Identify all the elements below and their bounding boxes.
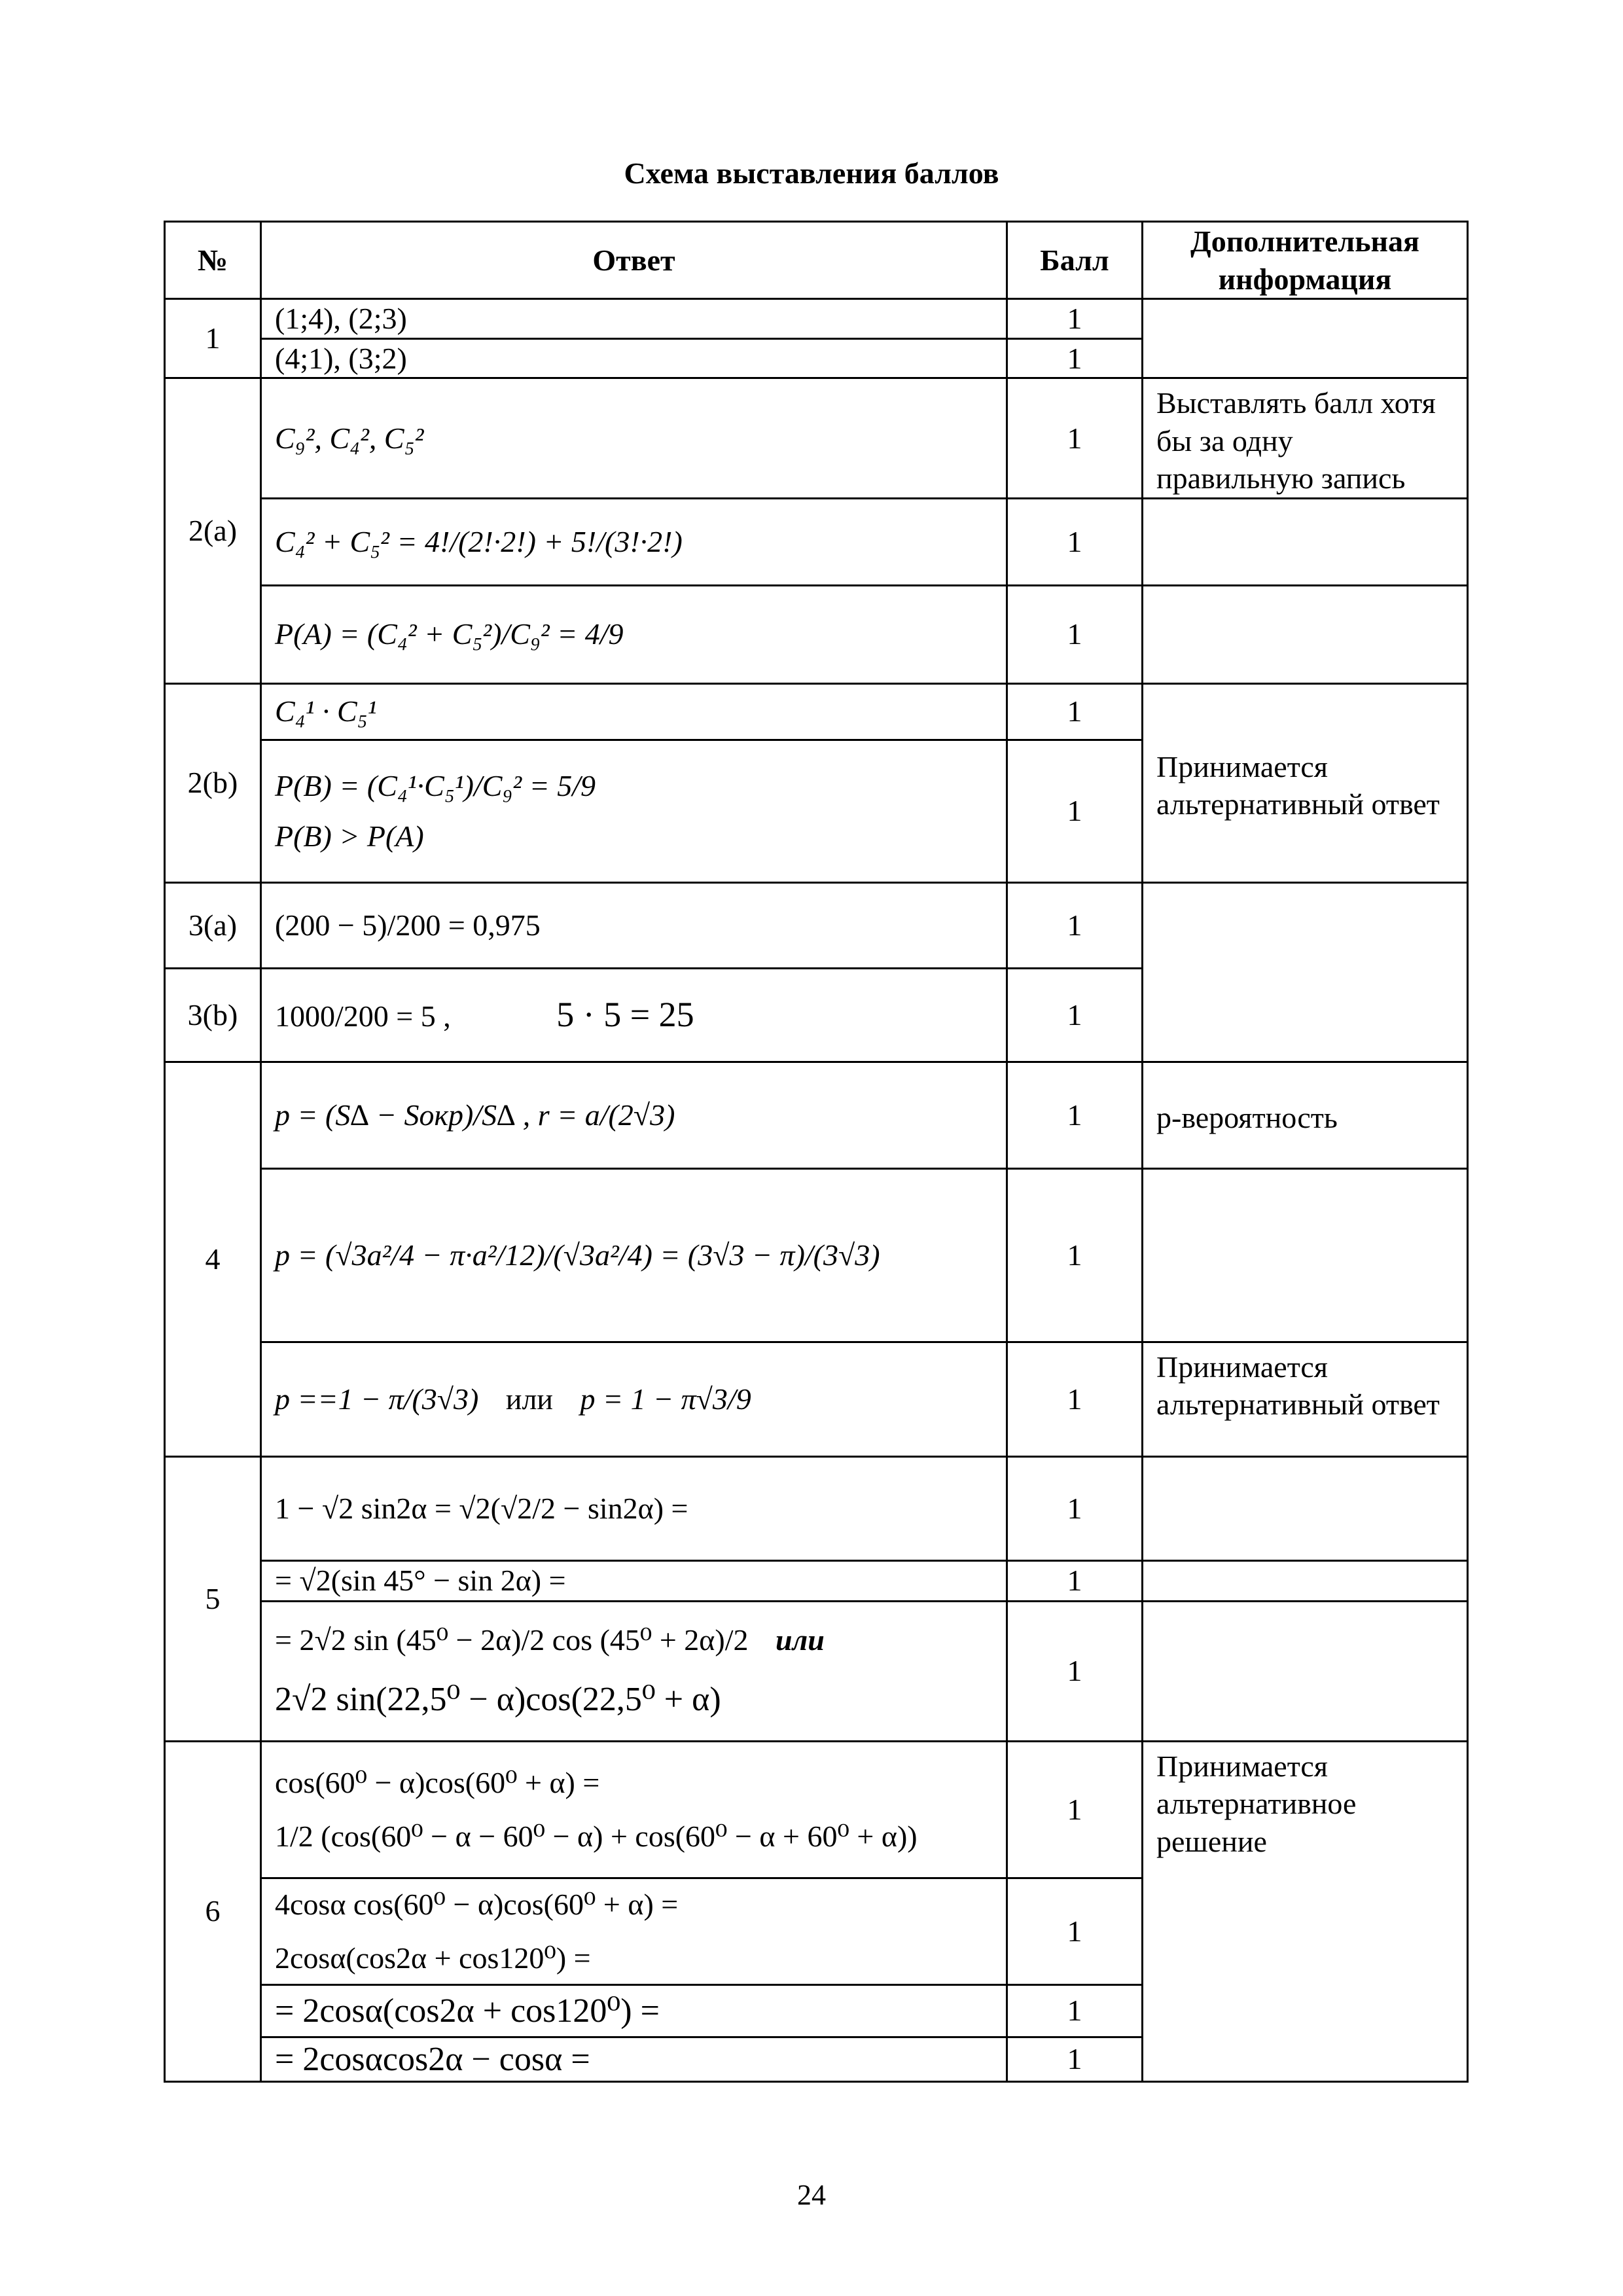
answer-part: p ==1 − π/(3√3)	[275, 1382, 479, 1416]
header-num: №	[165, 222, 261, 299]
answer-part: 5 · 5 = 25	[556, 994, 694, 1034]
answer-line	[275, 1621, 993, 1659]
table-header-row	[165, 222, 1468, 299]
answer-line: P(B) > P(A)	[275, 819, 424, 853]
answer-line: 1/2 (cos(60⁰ − α − 60⁰ − α) + cos(60⁰ − α + 60⁰ + α))	[275, 1819, 918, 1853]
table-row	[165, 498, 1468, 585]
answer-cell	[261, 1601, 1007, 1741]
info-cell: Выставлять балл хотя бы за одну правильную запись	[1143, 378, 1468, 499]
answer-cell: = 2cosαcos2α − cosα =	[261, 2037, 1007, 2081]
answer-cell: (1;4), (2;3)	[261, 299, 1007, 339]
score-cell: 1	[1007, 1168, 1143, 1342]
score-cell: 1	[1007, 378, 1143, 499]
answer-part: = 2√2 sin (45⁰ − 2α)/2 cos (45⁰ + 2α)/2	[275, 1623, 749, 1657]
table-row	[165, 1062, 1468, 1168]
score-cell: 1	[1007, 1741, 1143, 1878]
info-cell: Принимается альтернативное решение	[1143, 1741, 1468, 2081]
score-cell: 1	[1007, 740, 1143, 882]
score-cell: 1	[1007, 585, 1143, 683]
score-cell: 1	[1007, 1342, 1143, 1456]
table-row	[165, 1560, 1468, 1601]
answer-cell: = 2cosα(cos2α + cos120⁰) =	[261, 1984, 1007, 2037]
table-row	[165, 299, 1468, 339]
header-score: Балл	[1007, 222, 1143, 299]
answer-cell: = √2(sin 45° − sin 2α) =	[261, 1560, 1007, 1601]
answer-cell	[261, 1878, 1007, 1984]
info-cell	[1143, 1601, 1468, 1741]
score-cell: 1	[1007, 1456, 1143, 1560]
answer-part: p = 1 − π√3/9	[580, 1382, 751, 1416]
score-cell: 1	[1007, 498, 1143, 585]
info-cell	[1143, 585, 1468, 683]
score-cell: 1	[1007, 882, 1143, 968]
table-row	[165, 1601, 1468, 1741]
answer-line: cos(60⁰ − α)cos(60⁰ + α) =	[275, 1766, 600, 1799]
answer-cell: p = (S∆ − Sокр)/S∆ , r = a/(2√3)	[261, 1062, 1007, 1168]
header-info: Дополнительная информация	[1143, 222, 1468, 299]
table-row	[165, 1741, 1468, 1878]
score-cell: 1	[1007, 968, 1143, 1062]
table-row	[165, 1168, 1468, 1342]
info-cell	[1143, 882, 1468, 1062]
table-row	[165, 585, 1468, 683]
info-cell	[1143, 1168, 1468, 1342]
scoring-table	[164, 221, 1469, 2083]
row-number: 2(a)	[165, 378, 261, 684]
table-row	[165, 683, 1468, 740]
or-label: или	[505, 1382, 554, 1416]
info-cell: Принимается альтернативный ответ	[1143, 1342, 1468, 1456]
info-cell	[1143, 498, 1468, 585]
answer-cell: (4;1), (3;2)	[261, 338, 1007, 378]
page-title: Схема выставления баллов	[624, 156, 999, 190]
row-number: 2(b)	[165, 683, 261, 882]
table-row	[165, 378, 1468, 499]
row-number: 3(b)	[165, 968, 261, 1062]
info-cell: Принимается альтернативный ответ	[1143, 683, 1468, 882]
info-cell: p-вероятность	[1143, 1062, 1468, 1168]
info-cell	[1143, 299, 1468, 378]
table-row	[165, 1456, 1468, 1560]
answer-cell: (200 − 5)/200 = 0,975	[261, 882, 1007, 968]
answer-cell: C₄¹ · C₅¹	[261, 683, 1007, 740]
row-number: 4	[165, 1062, 261, 1456]
score-cell: 1	[1007, 1878, 1143, 1984]
row-number: 3(a)	[165, 882, 261, 968]
table-row	[165, 1342, 1468, 1456]
page-number: 24	[797, 2179, 826, 2211]
row-number: 5	[165, 1456, 261, 1741]
row-number: 1	[165, 299, 261, 378]
answer-line: 2cosα(cos2α + cos120⁰) =	[275, 1941, 591, 1975]
answer-cell	[261, 1741, 1007, 1878]
or-label: или	[776, 1623, 825, 1657]
score-cell: 1	[1007, 2037, 1143, 2081]
answer-cell: p = (√3a²/4 − π·a²/12)/(√3a²/4) = (3√3 − π)/(3√3)	[261, 1168, 1007, 1342]
header-answer: Ответ	[261, 222, 1007, 299]
row-number: 6	[165, 1741, 261, 2081]
score-cell: 1	[1007, 1560, 1143, 1601]
answer-line: 4cosα cos(60⁰ − α)cos(60⁰ + α) =	[275, 1888, 679, 1921]
score-cell: 1	[1007, 338, 1143, 378]
answer-cell	[261, 740, 1007, 882]
info-cell	[1143, 1560, 1468, 1601]
table-row	[165, 882, 1468, 968]
answer-cell: C₄² + C₅² = 4!/(2!·2!) + 5!/(3!·2!)	[261, 498, 1007, 585]
answer-cell: P(A) = (C₄² + C₅²)/C₉² = 4/9	[261, 585, 1007, 683]
answer-line: 2√2 sin(22,5⁰ − α)cos(22,5⁰ + α)	[275, 1681, 721, 1719]
info-cell	[1143, 1456, 1468, 1560]
answer-line: P(B) = (C₄¹·C₅¹)/C₉² = 5/9	[275, 768, 596, 802]
score-cell: 1	[1007, 683, 1143, 740]
answer-part: 1000/200 = 5 ,	[275, 999, 451, 1033]
answer-cell: 1 − √2 sin2α = √2(√2/2 − sin2α) =	[261, 1456, 1007, 1560]
answer-cell	[261, 1342, 1007, 1456]
score-cell: 1	[1007, 1984, 1143, 2037]
answer-cell: C₉², C₄², C₅²	[261, 378, 1007, 499]
score-cell: 1	[1007, 1062, 1143, 1168]
score-cell: 1	[1007, 1601, 1143, 1741]
answer-cell	[261, 968, 1007, 1062]
score-cell: 1	[1007, 299, 1143, 339]
